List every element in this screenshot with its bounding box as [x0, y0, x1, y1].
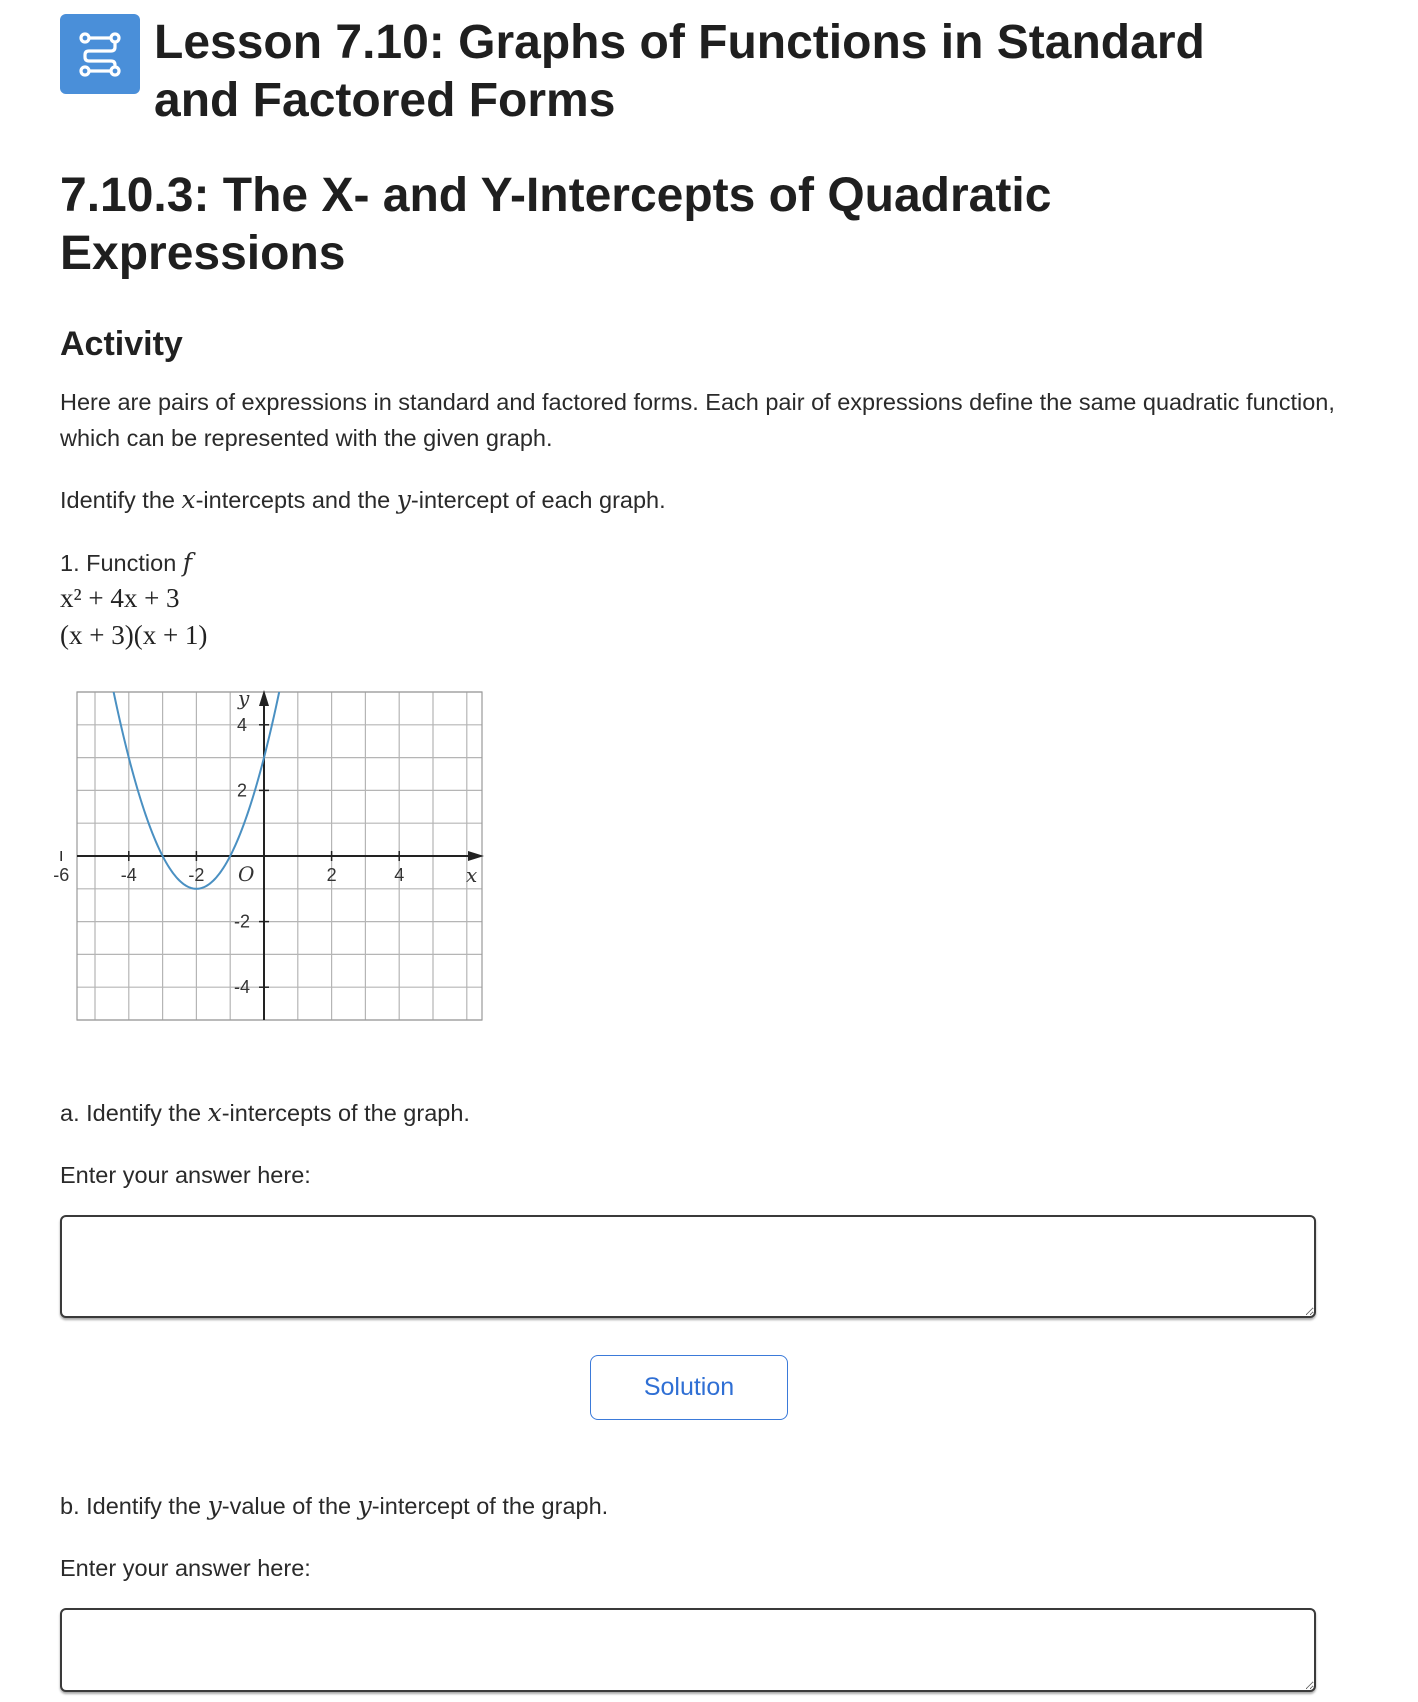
standard-form: x² + 4x + 3 — [60, 583, 180, 613]
x-tick-label: 4 — [394, 865, 405, 885]
y-variable: y — [207, 1491, 222, 1520]
x-tick-label: 2 — [326, 865, 337, 885]
lesson-path-icon — [60, 14, 140, 94]
activity-intro: Here are pairs of expressions in standard and factored forms. Each pair of expressions define the same quadratic function, which can be represented with the given graph. — [60, 389, 1335, 451]
lesson-title: Lesson 7.10: Graphs of Functions in Standard and Factored Forms — [154, 16, 1205, 127]
factored-form: (x + 3)(x + 1) — [60, 620, 208, 650]
solution-button[interactable]: Solution — [590, 1355, 788, 1420]
y-tick-label: 2 — [236, 780, 248, 801]
x-tick-label: -2 — [188, 865, 205, 885]
y-tick-label: 4 — [236, 714, 248, 735]
answer-a-textarea[interactable] — [60, 1215, 1316, 1318]
origin-label: O — [238, 862, 255, 886]
question-a-text: a. Identify the x-intercepts of the graph. — [60, 1098, 470, 1127]
question-b-prompt: Enter your answer here: — [60, 1555, 311, 1581]
activity-instruction: Identify the x-intercepts and the y-intercept of each graph. — [60, 485, 666, 514]
question-a-prompt: Enter your answer here: — [60, 1162, 311, 1188]
x-variable: x — [207, 1098, 222, 1127]
x-tick-label: -6 — [53, 865, 70, 885]
function-name: f — [182, 548, 193, 577]
x-tick-label: -4 — [120, 865, 137, 885]
function-graph — [53, 685, 500, 1030]
x-axis-label: x — [466, 863, 478, 887]
x-variable: x — [181, 485, 196, 514]
question-b-text: b. Identify the y-value of the y-intercept of the graph. — [60, 1491, 609, 1520]
y-tick-label: -4 — [233, 977, 251, 998]
answer-b-textarea[interactable] — [60, 1608, 1316, 1692]
y-axis-label: y — [238, 686, 250, 710]
lesson-header — [60, 14, 1294, 130]
y-tick-label: -2 — [233, 911, 251, 932]
activity-heading: Activity — [60, 325, 183, 363]
y-variable: y — [357, 1491, 372, 1520]
y-variable: y — [396, 485, 411, 514]
section-title: 7.10.3: The X- and Y-Intercepts of Quadratic Expressions — [60, 169, 1052, 280]
problem-label: 1. Function f — [60, 548, 193, 577]
